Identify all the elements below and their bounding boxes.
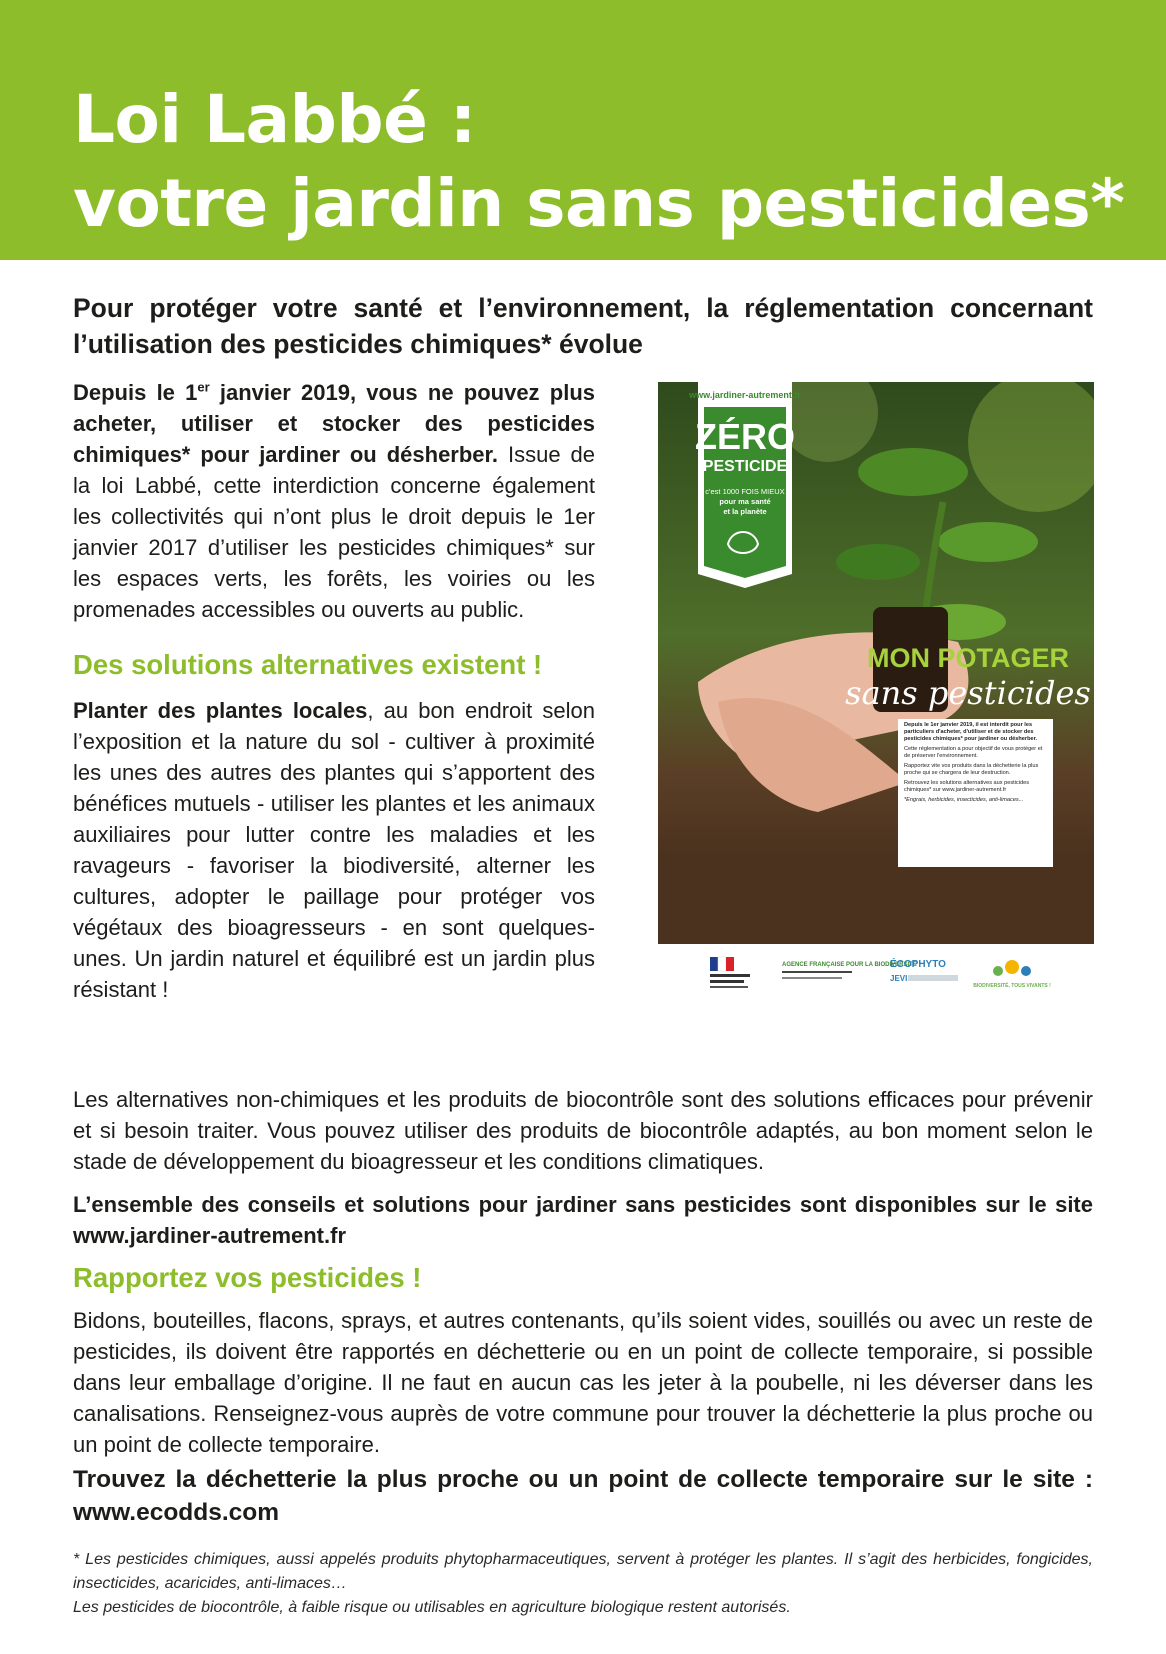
- leaf-shape: [938, 522, 1038, 562]
- regulation-body: Issue de la loi Labbé, cette interdiction concerne également les collectivités qui n’ont plus le droit depuis le 1er janvier 2017 d’utiliser les pesticides chimiques* sur les espaces verts, les forêts, les voiries ou les promenades accessibles ou ouverts au public.: [73, 442, 596, 623]
- footnote: [73, 1548, 1093, 1620]
- poster-box-p2: Cette réglementation a pour objectif de vous protéger et de préserver l'environnement.: [904, 746, 1043, 759]
- website-paragraph: L’ensemble des conseils et solutions pour jardiner sans pesticides sont disponibles sur le site www.jardiner-autrement.fr: [73, 1192, 1093, 1248]
- return-pesticides-paragraph: Bidons, bouteilles, flacons, sprays, et autres contenants, qu’ils soient vides, souillés ou avec un reste de pesticides, ils doivent être rapportés en déchetterie ou en un point de collecte temporaire, si possible dans leur emballage d’origine. Il ne faut en aucun cas les jeter à la poubelle, ni les déverser dans les canalisations. Renseignez-vous auprès de votre commune pour trouver la déchetterie la plus proche ou un point de collecte temporaire.: [73, 1308, 1093, 1457]
- alternatives-paragraph: [73, 695, 595, 1005]
- svg-text:JEVI: JEVI: [890, 974, 908, 983]
- return-pesticides-heading: Rapportez vos pesticides !: [73, 1262, 422, 1293]
- biodiversite-logo: [973, 960, 1051, 989]
- poster-pesticide: PESTICIDE: [702, 458, 788, 475]
- title-banner: [0, 0, 1166, 260]
- poster-sans-pesticides: sans pesticides: [845, 674, 1091, 712]
- regulation-lead: Depuis le 1er janvier 2019, vous ne pouvez plus acheter, utiliser et stocker des pesticides chimiques* pour jardiner ou désherber.: [73, 380, 595, 468]
- leaf-shape: [858, 448, 968, 496]
- poster-illustration: [658, 382, 1094, 944]
- poster-zero: ZÉRO: [694, 416, 796, 457]
- footnote-line-2: Les pesticides de biocontrôle, à faible risque ou utilisables en agriculture biologique restent autorisés.: [73, 1599, 791, 1616]
- regulation-paragraph: [73, 372, 595, 625]
- poster-box-p4: Retrouvez les solutions alternatives aux pesticides chimiques* sur www.jardiner-autrement.fr: [904, 780, 1029, 793]
- leaf-shape: [836, 544, 920, 580]
- alternatives-heading: Des solutions alternatives existent !: [73, 649, 543, 681]
- left-column: [73, 372, 595, 1005]
- poster-url: www.jardiner-autrement.fr: [689, 390, 801, 400]
- poster-tagline-1: c'est 1000 FOIS MIEUX: [705, 487, 785, 496]
- alternatives-lead: Planter des plantes locales: [73, 698, 368, 724]
- poster-box-p1: Depuis le 1er janvier 2019, il est interdit pour les particuliers d'acheter, d'utiliser et de stocker des pesticides chimiques* pour jardiner ou désherber.: [904, 722, 1038, 742]
- svg-text:AGENCE FRANÇAISE POUR LA BIODI: AGENCE FRANÇAISE POUR LA BIODIVERSITÉ: [782, 962, 917, 968]
- ecodds-paragraph: Trouvez la déchetterie la plus proche ou un point de collecte temporaire sur le site : www.ecodds.com: [73, 1466, 1093, 1526]
- poster-box-p3: Rapportez vite vos produits dans la déchetterie la plus proche qui se chargera de leur destruction.: [904, 763, 1039, 776]
- title-line-1: Loi Labbé :: [73, 81, 476, 158]
- poster-tagline-3: et la planète: [723, 507, 767, 516]
- campaign-poster: [658, 382, 1094, 944]
- page-title: [73, 78, 1124, 246]
- svg-text:ÉCOPHYTO: ÉCOPHYTO: [890, 959, 946, 970]
- poster-box-foot: *Engrais, herbicides, insecticides, anti-limaces...: [904, 797, 1024, 803]
- intro-paragraph: Pour protéger votre santé et l’environnement, la réglementation concernant l’utilisation des pesticides chimiques* évolue: [73, 293, 1093, 359]
- biocontrol-paragraph: Les alternatives non-chimiques et les produits de biocontrôle sont des solutions efficaces pour prévenir et si besoin traiter. Vous pouvez utiliser des produits de biocontrôle adaptés, au bon moment selon le stade de développement du bioagresseur et les conditions climatiques.: [73, 1087, 1093, 1174]
- partner-logos: [700, 955, 1080, 1001]
- svg-text:BIODIVERSITÉ, TOUS VIVANTS !: BIODIVERSITÉ, TOUS VIVANTS !: [973, 983, 1051, 989]
- republique-francaise-logo: [710, 957, 750, 988]
- title-line-2: votre jardin sans pesticides*: [73, 165, 1125, 242]
- alternatives-body: , au bon endroit selon l’exposition et la nature du sol - cultiver à proximité les unes des autres des plantes qui s’apportent des bénéfices mutuels - utiliser les plantes et les animaux auxiliaires pour lutter contre les maladies et les ravageurs - favoriser la biodiversité, alterner les cultures, adopter le paillage pour protéger vos végétaux des bioagresseurs - en sont quelques-unes. Un jardin naturel et équilibré est un jardin plus résistant !: [73, 698, 595, 1003]
- footnote-line-1: * Les pesticides chimiques, aussi appelés produits phytopharmaceutiques, servent à protéger les plantes. Il s’agit des herbicides, fongicides, insecticides, acaricides, anti-limaces…: [73, 1551, 1093, 1592]
- poster-mon-potager: MON POTAGER: [867, 643, 1069, 673]
- poster-tagline-2: pour ma santé: [719, 497, 771, 506]
- ecophyto-logo: [890, 957, 958, 983]
